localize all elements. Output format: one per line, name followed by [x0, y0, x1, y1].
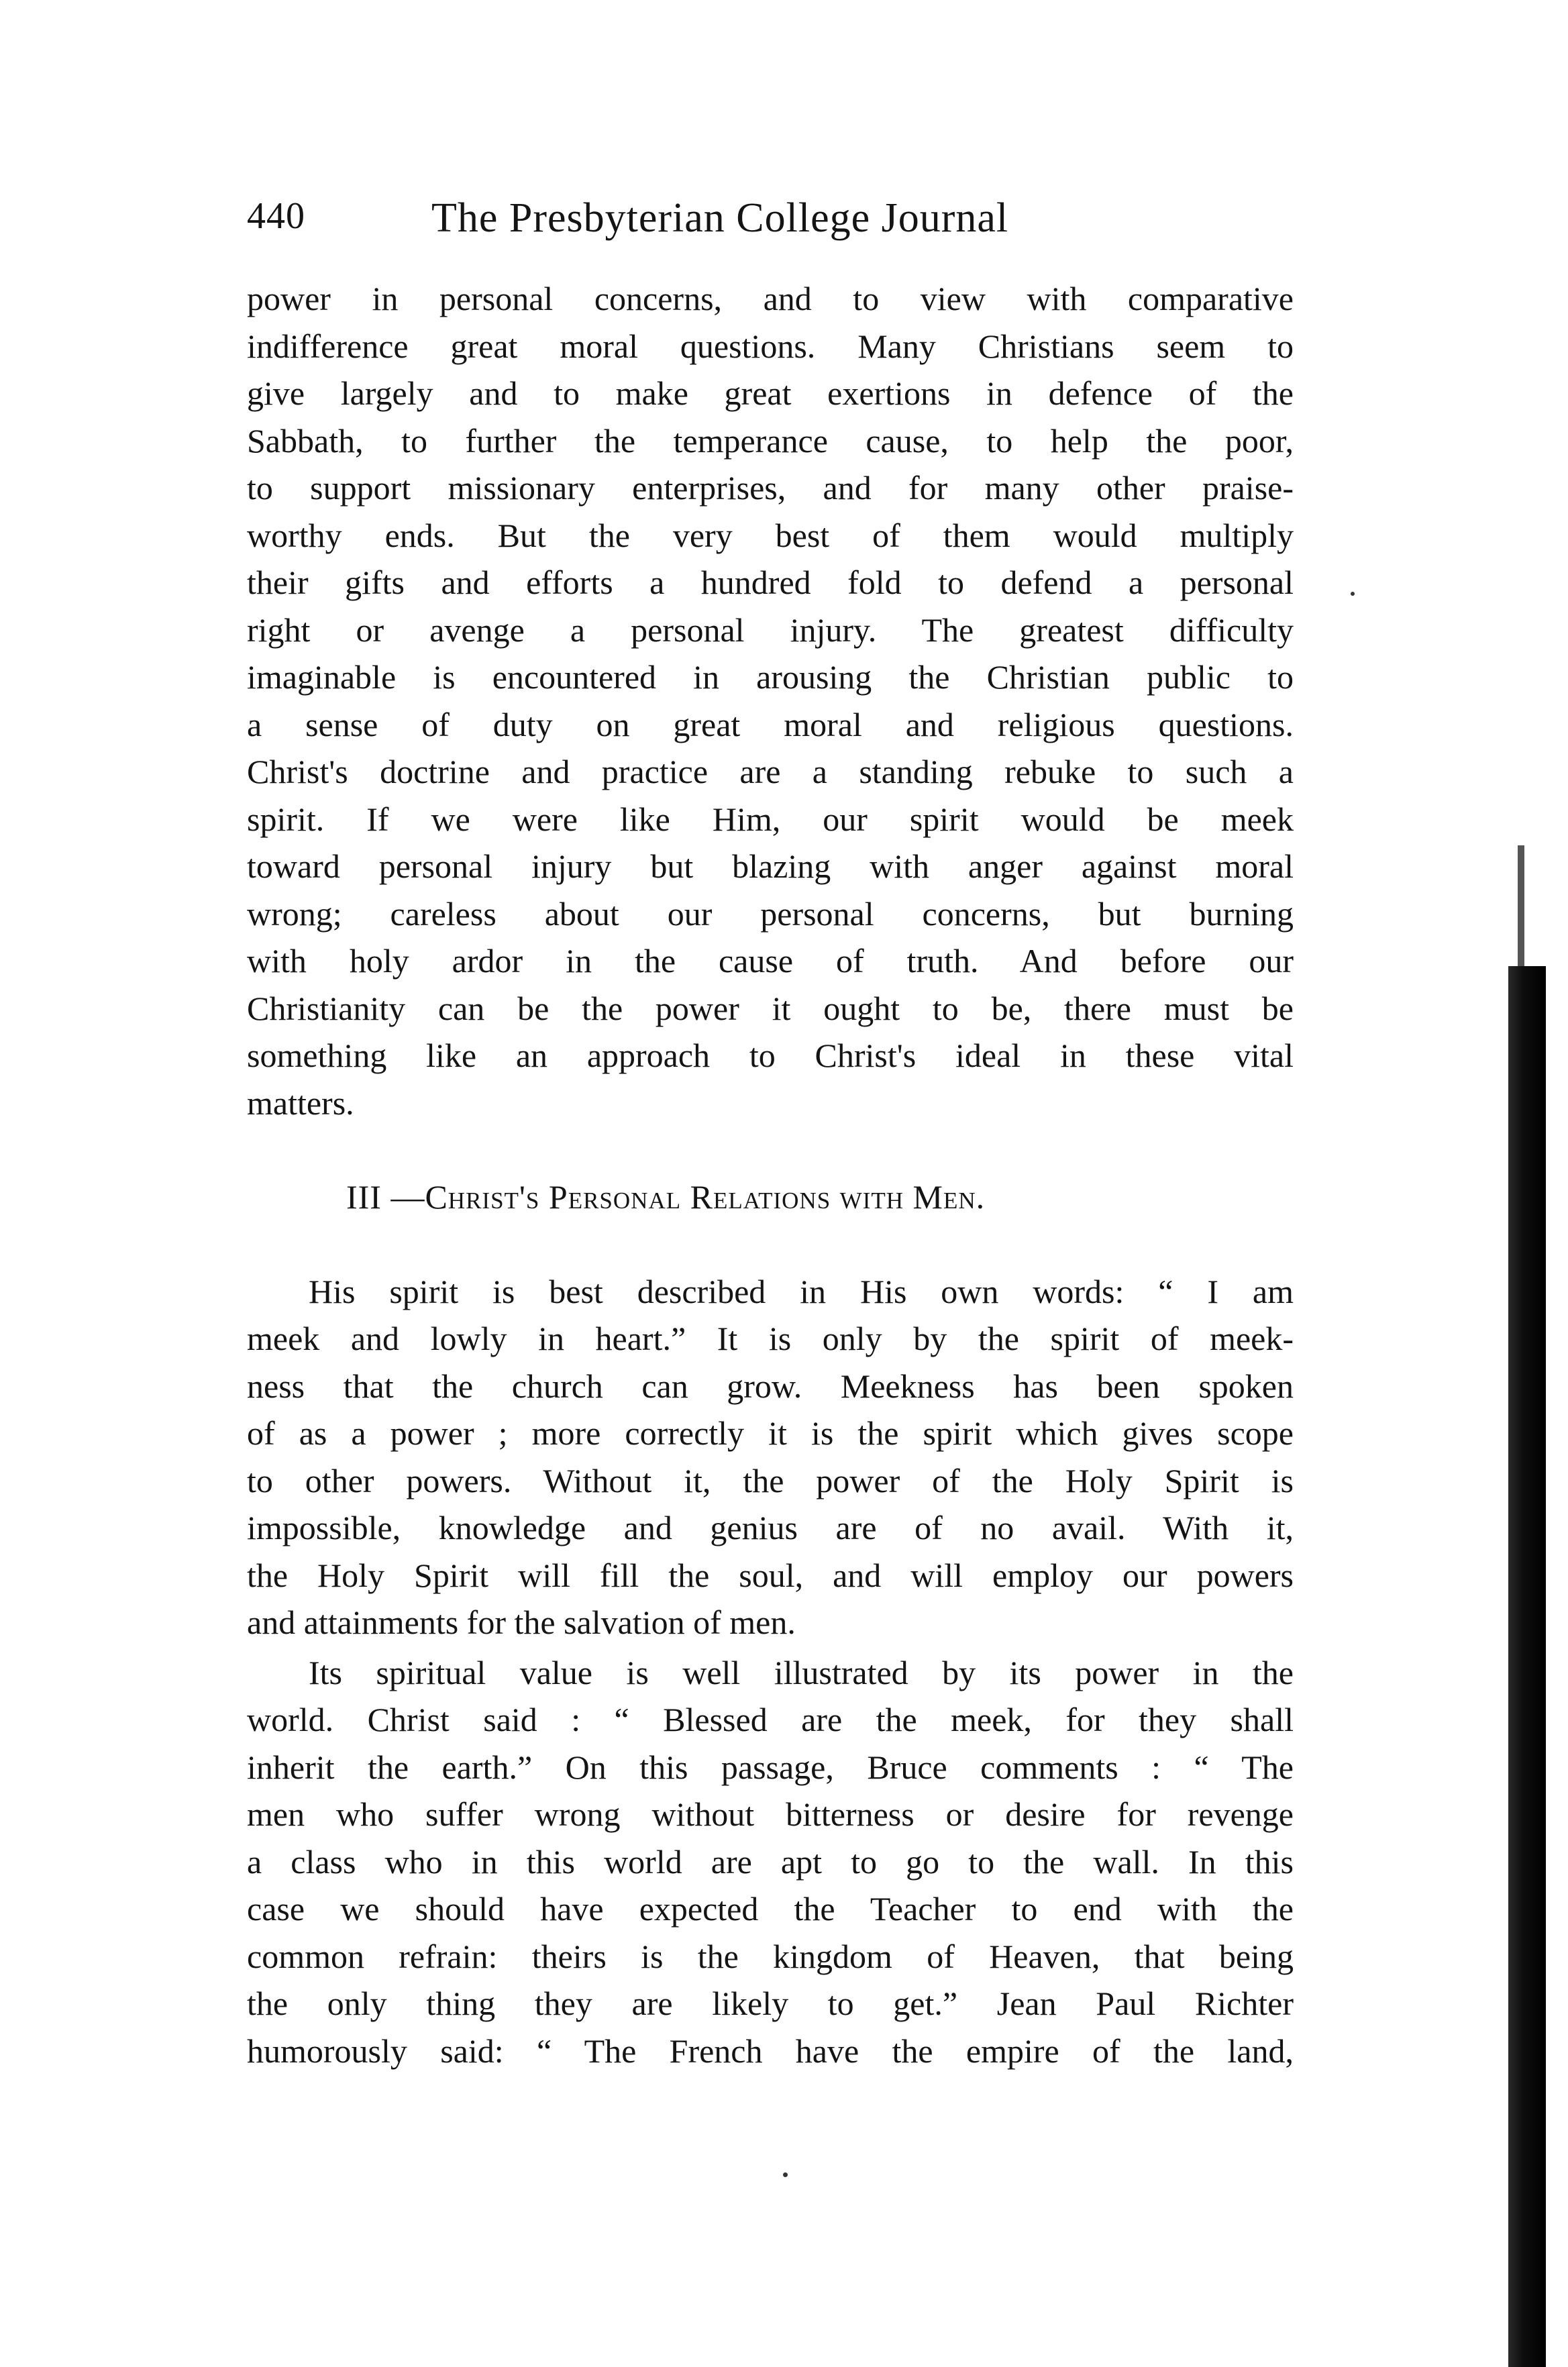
text-line: ness that the church can grow. Meekness has been spoken: [247, 1367, 1294, 1405]
running-title: The Presbyterian College Journal: [431, 195, 1009, 241]
text-line: world. Christ said : “ Blessed are the meek, for they shall: [247, 1701, 1294, 1738]
text-line: to other powers. Without it, the power of the Holy Spirit is: [247, 1461, 1294, 1500]
text-line: wrong; careless about our personal concerns, but burning: [247, 894, 1294, 933]
text-line: case we should have expected the Teacher to end with the: [247, 1890, 1294, 1928]
paragraph: [247, 1649, 1294, 2075]
text-line: humorously said: “ The French have the empire of the land,: [247, 2032, 1294, 2070]
page-number: 440: [247, 195, 305, 237]
text-line: power in personal concerns, and to view with comparative: [247, 280, 1294, 317]
text-line: meek and lowly in heart.” It is only by the spirit of meek-: [247, 1320, 1294, 1357]
margin-speck: [1351, 592, 1355, 596]
text-line: a sense of duty on great moral and religious questions.: [247, 705, 1294, 743]
page-header: [247, 195, 1173, 248]
text-line: men who suffer wrong without bitterness or desire for revenge: [247, 1795, 1294, 1833]
text-line: give largely and to make great exertions in defence of the: [247, 374, 1294, 412]
text-line: right or avenge a personal injury. The greatest difficulty: [247, 611, 1294, 649]
text-line: spirit. If we were like Him, our spirit would be meek: [247, 800, 1294, 838]
text-line: with holy ardor in the cause of truth. And before our: [247, 942, 1294, 980]
text-line: Christianity can be the power it ought to be, there must be: [247, 989, 1294, 1027]
text-line: indifference great moral questions. Many Christians seem to: [247, 327, 1294, 365]
text-line: the only thing they are likely to get.” Jean Paul Richter: [247, 1985, 1294, 2022]
text-line: the Holy Spirit will fill the soul, and will employ our powers: [247, 1556, 1294, 1594]
text-line: inherit the earth.” On this passage, Bruce comments : “ The: [247, 1748, 1294, 1786]
paragraph: [247, 1268, 1294, 1646]
text-line: common refrain: theirs is the kingdom of Heaven, that being: [247, 1937, 1294, 1975]
text-line: worthy ends. But the very best of them would multiply: [247, 516, 1294, 554]
section-heading: III —Christ's Personal Relations with Men.: [346, 1178, 986, 1216]
page-edge-shadow-thin: [1518, 845, 1524, 966]
text-line: and attainments for the salvation of men.: [247, 1603, 796, 1641]
text-line: toward personal injury but blazing with anger against moral: [247, 847, 1294, 885]
text-line: Sabbath, to further the temperance cause, to help the poor,: [247, 421, 1294, 460]
body-text: [247, 275, 1294, 2074]
text-line: a class who in this world are apt to go to the wall. In this: [247, 1842, 1294, 1881]
paragraph-continued: [247, 275, 1294, 1126]
text-line: Its spiritual value is well illustrated by its power in the: [309, 1653, 1294, 1691]
text-line: impossible, knowledge and genius are of no avail. With it,: [247, 1509, 1294, 1546]
page-edge-shadow: [1508, 966, 1546, 2367]
text-line: matters.: [247, 1084, 354, 1122]
bottom-speck: [783, 2172, 788, 2177]
text-line: their gifts and efforts a hundred fold to defend a personal: [247, 564, 1294, 601]
text-line: something like an approach to Christ's ideal in these vital: [247, 1037, 1294, 1074]
text-line: to support missionary enterprises, and for many other praise-: [247, 469, 1294, 507]
text-line: His spirit is best described in His own words: “ I am: [309, 1272, 1294, 1310]
text-line: of as a power ; more correctly it is the spirit which gives scope: [247, 1414, 1294, 1452]
text-line: imaginable is encountered in arousing the Christian public to: [247, 658, 1294, 696]
text-line: Christ's doctrine and practice are a standing rebuke to such a: [247, 753, 1294, 790]
